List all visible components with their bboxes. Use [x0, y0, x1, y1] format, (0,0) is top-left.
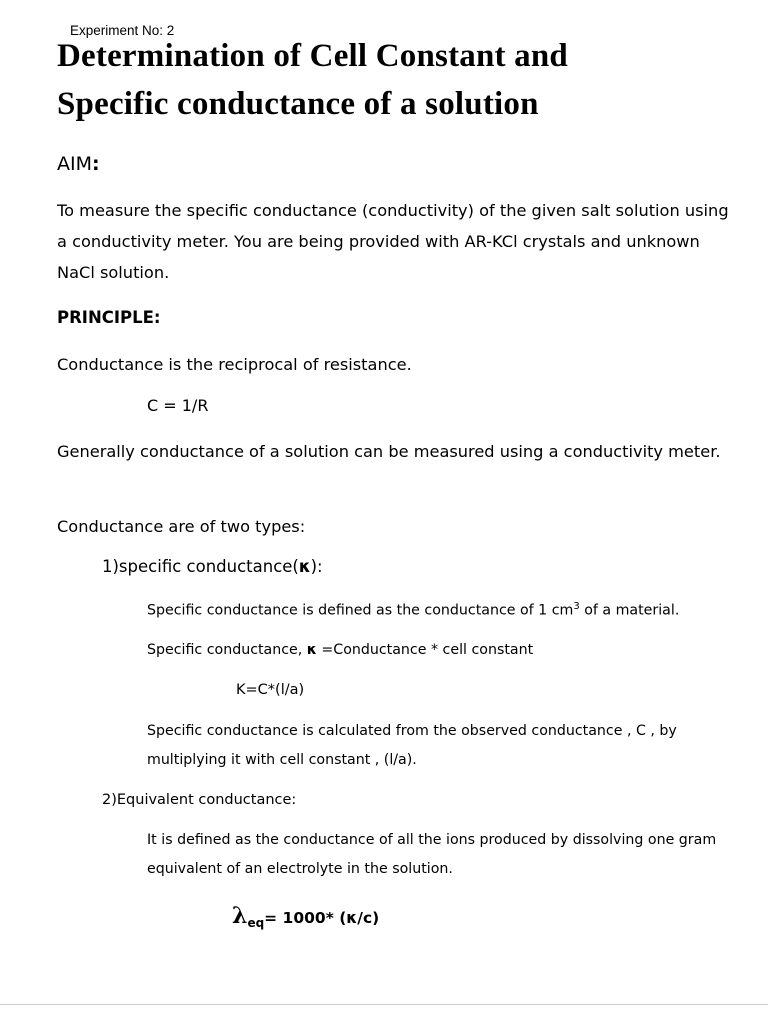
lambda-symbol: λ — [232, 903, 248, 929]
title-line-2: Specific conductance of a solution — [57, 86, 539, 122]
formula-line-kappa: κ — [306, 642, 317, 658]
principle-paragraph-2: Generally conductance of a solution can be measured using a conductivity meter. — [57, 442, 721, 461]
specific-conductance-calculation: Specific conductance is calculated from the observed conductance , C , by multiplying it with cell constant , (l/a). — [147, 723, 677, 768]
title-line-1: Determination of Cell Constant and — [57, 38, 568, 74]
cube-superscript: 3 — [573, 601, 580, 612]
aim-heading — [57, 153, 100, 175]
aim-text: To measure the specific conductance (conductivity) of the given salt solution using a conductivity meter. You are being provided with AR-KCl crystals and unknown NaCl solution. — [57, 201, 729, 282]
formula-specific-conductance: K=C*(l/a) — [236, 682, 305, 698]
formula-line-prefix: Specific conductance, — [147, 642, 307, 658]
specific-conductance-definition — [147, 601, 679, 619]
type1-heading — [102, 557, 323, 576]
type1-label-prefix: 1)specific conductance( — [102, 557, 299, 576]
definition-suffix: of a material. — [579, 602, 680, 619]
type2-heading: 2)Equivalent conductance: — [102, 792, 297, 808]
aim-heading-text: AIM — [57, 153, 92, 175]
aim-heading-colon: : — [92, 153, 100, 175]
principle-paragraph-3: Conductance are of two types: — [57, 517, 306, 536]
eq-subscript: eq — [247, 916, 265, 931]
equivalent-conductance-definition: It is defined as the conductance of all the ions produced by dissolving one gram equivalent of an electrolyte in the solution. — [147, 832, 717, 877]
type1-label-suffix: ): — [310, 557, 323, 576]
principle-heading: PRINCIPLE: — [57, 308, 161, 327]
formula-line-suffix: =Conductance * cell constant — [316, 642, 534, 658]
definition-prefix: Specific conductance is defined as the conductance of 1 cm — [147, 602, 574, 619]
formula-equivalent-conductance — [232, 903, 379, 930]
formula-rest: = 1000* (κ/c) — [264, 909, 380, 927]
experiment-number: Experiment No: 2 — [70, 23, 175, 38]
principle-paragraph-1: Conductance is the reciprocal of resistance. — [57, 355, 412, 374]
formula-conductance: C = 1/R — [147, 396, 209, 415]
specific-conductance-formula-line — [147, 642, 533, 658]
kappa-symbol: κ — [298, 557, 311, 576]
page-divider — [0, 1004, 768, 1005]
